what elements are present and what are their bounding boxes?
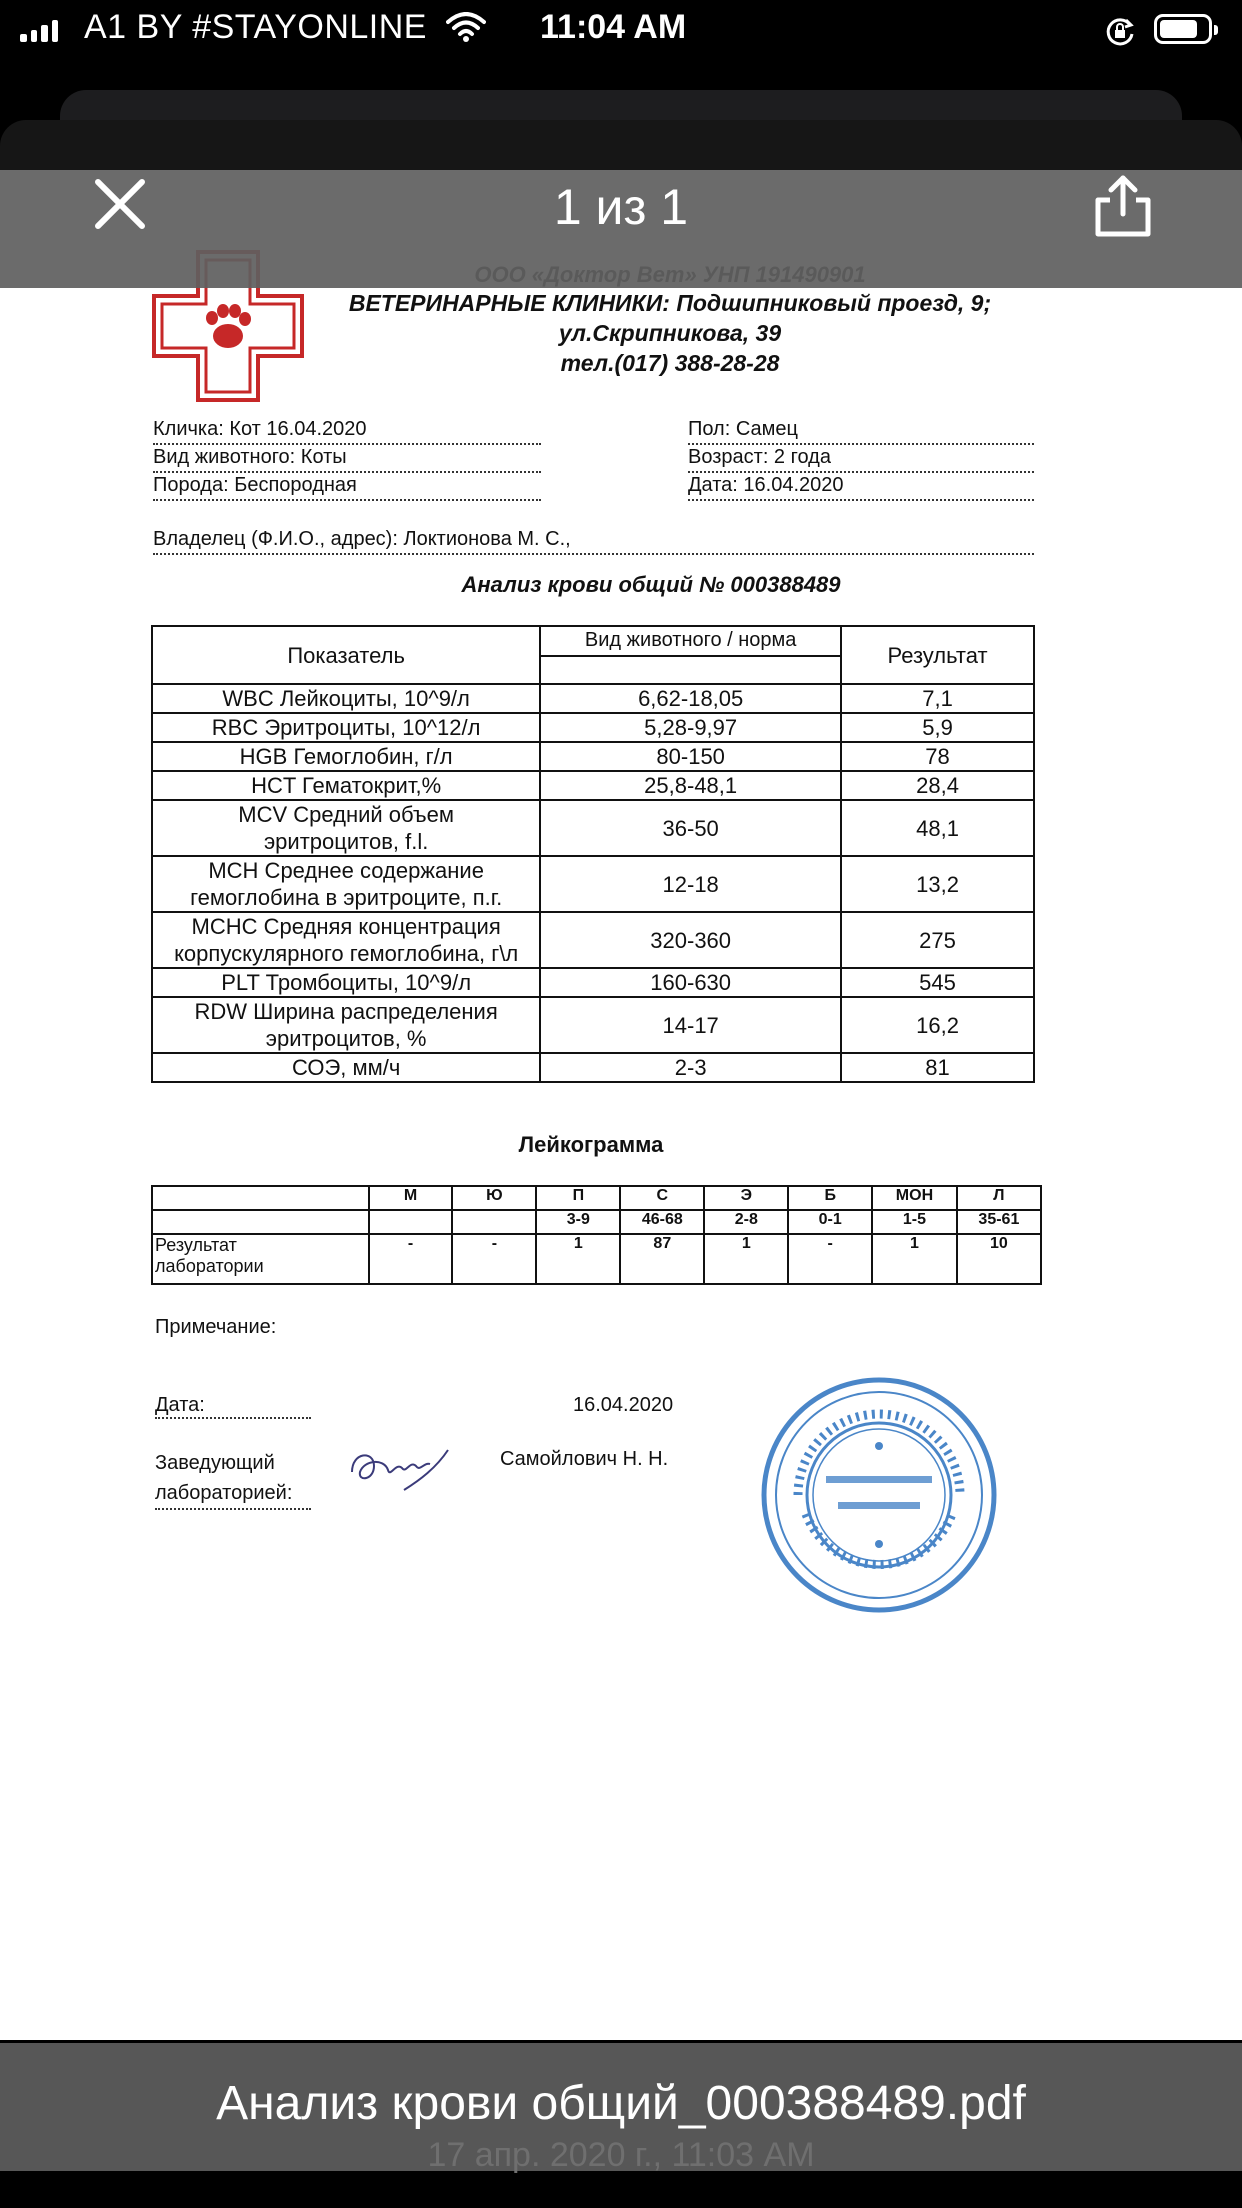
blood-test-table — [151, 625, 1035, 1083]
header-norm: Вид животного / норма — [540, 626, 841, 656]
clinic-address-line2: ул.Скрипникова, 39 — [558, 320, 782, 346]
leuk-norms-cell: 3-9 — [536, 1210, 620, 1234]
leuk-headers-cell: М — [369, 1186, 453, 1210]
table-row — [152, 771, 1034, 800]
leukogram-title: Лейкограмма — [518, 1132, 664, 1157]
table-header-row — [152, 626, 1034, 656]
patient-species: Вид животного: Коты — [153, 446, 541, 473]
table-row — [152, 684, 1034, 713]
analysis-title: Анализ крови общий № 000388489 — [461, 572, 841, 597]
cell-name: MCV Средний объем эритроцитов, f.l. — [152, 800, 540, 856]
status-bar — [0, 0, 1242, 62]
cell-name: СОЭ, мм/ч — [152, 1053, 540, 1082]
cell-norm: 80-150 — [540, 742, 841, 771]
leukogram-table — [151, 1185, 1042, 1285]
leuk-headers-cell: МОН — [872, 1186, 957, 1210]
leuk-norms-cell: 1-5 — [872, 1210, 957, 1234]
leuk-headers-cell: Л — [957, 1186, 1041, 1210]
leuk-norms-cell: 0-1 — [788, 1210, 872, 1234]
leuk-norms-cell: 35-61 — [957, 1210, 1041, 1234]
header-result: Результат — [841, 626, 1034, 684]
leuk-result-label: Результат лаборатории — [152, 1234, 369, 1284]
leuk-headers-cell: П — [536, 1186, 620, 1210]
cell-name: WBC Лейкоциты, 10^9/л — [152, 684, 540, 713]
table-row — [152, 856, 1034, 912]
leuk-headers-cell: Э — [704, 1186, 788, 1210]
clinic-address-line1: ВЕТЕРИНАРНЫЕ КЛИНИКИ: Подшипниковый проезд, 9; — [348, 290, 992, 316]
table-row — [152, 968, 1034, 997]
cell-norm: 36-50 — [540, 800, 841, 856]
leuk-norms-cell: 46-68 — [620, 1210, 704, 1234]
head-label: Заведующий лабораторией: — [155, 1448, 311, 1510]
cell-name: RBC Эритроциты, 10^12/л — [152, 713, 540, 742]
cell-norm: 6,62-18,05 — [540, 684, 841, 713]
battery-icon — [1154, 14, 1212, 44]
cell-norm: 12-18 — [540, 856, 841, 912]
table-row — [152, 713, 1034, 742]
leuk-norms-cell — [452, 1210, 536, 1234]
patient-nickname: Кличка: Кот 16.04.2020 — [153, 418, 541, 445]
cell-norm: 160-630 — [540, 968, 841, 997]
cell-name: MCHC Средняя концентрация корпускулярного гемоглобина, г\л — [152, 912, 540, 968]
cell-result: 545 — [841, 968, 1034, 997]
table-row — [152, 800, 1034, 856]
leuk-results-cell: - — [788, 1234, 872, 1284]
cell-result: 275 — [841, 912, 1034, 968]
leuk-results-cell: 10 — [957, 1234, 1041, 1284]
date-label: Дата: — [155, 1394, 311, 1419]
status-time: 11:04 AM — [540, 8, 687, 46]
leuk-results-cell: 1 — [536, 1234, 620, 1284]
cell-norm: 2-3 — [540, 1053, 841, 1082]
head-name: Самойлович Н. Н. — [500, 1448, 669, 1470]
leuk-results-cell: - — [369, 1234, 453, 1284]
patient-age: Возраст: 2 года — [688, 446, 1034, 473]
cell-result: 16,2 — [841, 997, 1034, 1053]
header-norm-subcell — [540, 656, 841, 685]
cell-name: RDW Ширина распределения эритроцитов, % — [152, 997, 540, 1053]
table-row — [152, 997, 1034, 1053]
pdf-page[interactable] — [0, 170, 1242, 2040]
leuk-headers-cell: Ю — [452, 1186, 536, 1210]
leuk-results-cell: 1 — [872, 1234, 957, 1284]
file-name: Анализ крови общий_000388489.pdf — [216, 2077, 1026, 2130]
patient-breed: Порода: Беспородная — [153, 474, 541, 501]
cell-result: 5,9 — [841, 713, 1034, 742]
cell-result: 81 — [841, 1053, 1034, 1082]
leuk-results-cell: 87 — [620, 1234, 704, 1284]
leuk-headers-cell: Б — [788, 1186, 872, 1210]
table-row — [152, 1053, 1034, 1082]
cell-result: 78 — [841, 742, 1034, 771]
clinic-phone: тел.(017) 388-28-28 — [560, 350, 780, 376]
leuk-norms-cell: 2-8 — [704, 1210, 788, 1234]
cell-norm: 14-17 — [540, 997, 841, 1053]
cell-result: 28,4 — [841, 771, 1034, 800]
leuk-corner — [152, 1186, 369, 1210]
cell-norm: 25,8-48,1 — [540, 771, 841, 800]
leuk-headers-cell: С — [620, 1186, 704, 1210]
table-row — [152, 742, 1034, 771]
header-indicator: Показатель — [152, 626, 540, 684]
clinic-stamp-icon — [758, 1374, 1000, 1616]
leuk-results-cell: - — [452, 1234, 536, 1284]
cell-result: 48,1 — [841, 800, 1034, 856]
cell-name: PLT Тромбоциты, 10^9/л — [152, 968, 540, 997]
signature-icon — [344, 1432, 454, 1502]
file-date: 17 апр. 2020 г., 11:03 AM — [427, 2136, 815, 2174]
leuk-results-cell: 1 — [704, 1234, 788, 1284]
page-counter: 1 из 1 — [553, 179, 689, 235]
carrier-label: A1 BY #STAYONLINE — [84, 8, 427, 46]
leuk-norm-label — [152, 1210, 369, 1234]
cell-norm: 5,28-9,97 — [540, 713, 841, 742]
analysis-date: Дата: 16.04.2020 — [688, 474, 1034, 501]
share-icon[interactable] — [1090, 172, 1156, 240]
cell-name: HCT Гематокрит,% — [152, 771, 540, 800]
wifi-icon — [446, 12, 486, 42]
cell-result: 13,2 — [841, 856, 1034, 912]
owner-info: Владелец (Ф.И.О., адрес): Локтионова М. С., — [153, 528, 1034, 555]
patient-sex: Пол: Самец — [688, 418, 1034, 445]
note-label: Примечание: — [155, 1316, 277, 1338]
cell-name: MCH Среднее содержание гемоглобина в эритроците, п.г. — [152, 856, 540, 912]
cell-norm: 320-360 — [540, 912, 841, 968]
signal-icon — [20, 20, 58, 42]
cell-result: 7,1 — [841, 684, 1034, 713]
table-row — [152, 912, 1034, 968]
cell-name: HGB Гемоглобин, г/л — [152, 742, 540, 771]
date-value: 16.04.2020 — [573, 1394, 674, 1416]
leuk-norms-cell — [369, 1210, 453, 1234]
rotation-lock-icon — [1104, 16, 1136, 48]
